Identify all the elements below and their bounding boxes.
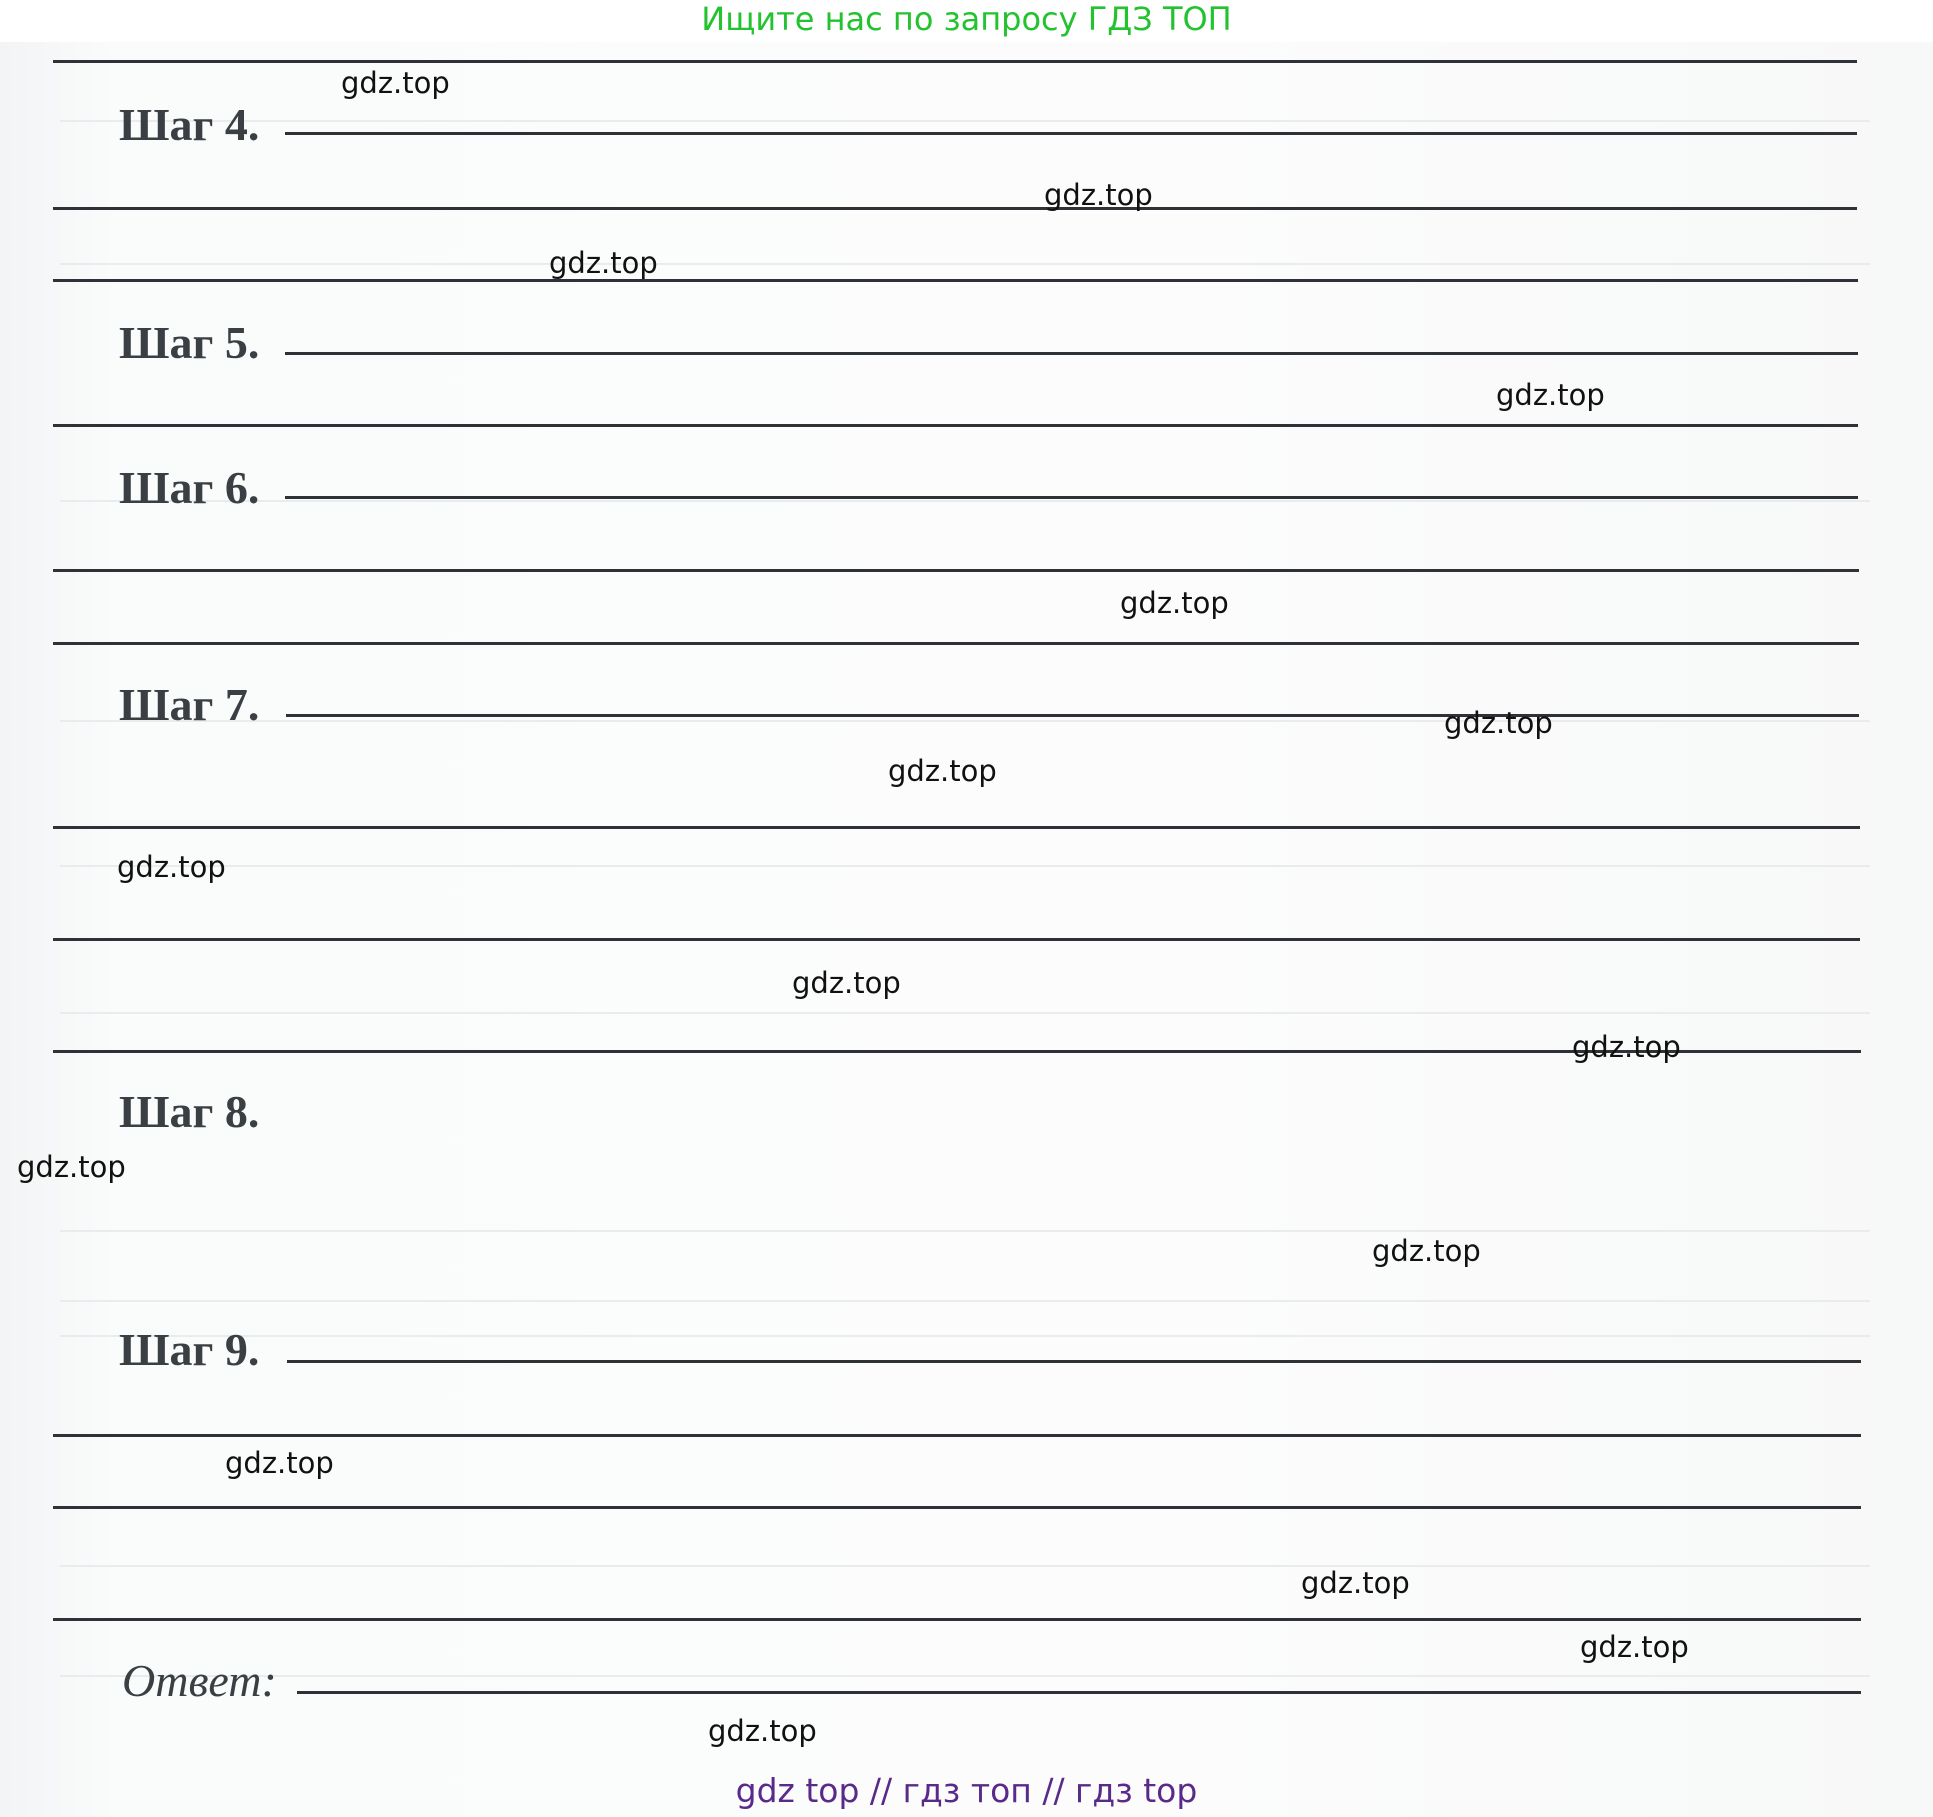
- writing-line: [53, 207, 1857, 210]
- ghost-line: [60, 1012, 1870, 1014]
- writing-line: [53, 424, 1858, 427]
- ghost-line: [60, 1335, 1870, 1337]
- watermark: gdz.top: [1444, 706, 1553, 740]
- writing-line: [285, 496, 1858, 499]
- ghost-line: [60, 865, 1870, 867]
- writing-line: [53, 826, 1860, 829]
- answer-label: Ответ:: [122, 1655, 277, 1706]
- ghost-line: [60, 1300, 1870, 1302]
- watermark: gdz.top: [1301, 1566, 1410, 1600]
- watermark: gdz.top: [117, 850, 226, 884]
- step-5-label: Шаг 5.: [119, 317, 260, 368]
- writing-line: [53, 1434, 1861, 1437]
- workbook-page: [0, 42, 1933, 1817]
- watermark: gdz.top: [1572, 1030, 1681, 1064]
- watermark: gdz.top: [1372, 1234, 1481, 1268]
- writing-line: [285, 132, 1857, 135]
- watermark: gdz.top: [792, 966, 901, 1000]
- ghost-line: [60, 720, 1870, 722]
- watermark: gdz.top: [1044, 178, 1153, 212]
- step-9-label: Шаг 9.: [119, 1324, 260, 1375]
- writing-line: [53, 1618, 1861, 1621]
- header-banner: Ищите нас по запросу ГДЗ ТОП: [701, 0, 1232, 38]
- writing-line: [53, 569, 1859, 572]
- ghost-line: [60, 1565, 1870, 1567]
- watermark: gdz.top: [1496, 378, 1605, 412]
- step-4-label: Шаг 4.: [119, 99, 260, 150]
- watermark: gdz.top: [1580, 1630, 1689, 1664]
- writing-line: [287, 1360, 1861, 1363]
- ghost-line: [60, 1230, 1870, 1232]
- writing-line: [285, 352, 1858, 355]
- ghost-line: [60, 500, 1870, 502]
- watermark: gdz.top: [888, 754, 997, 788]
- ghost-line: [60, 1675, 1870, 1677]
- writing-line: [53, 938, 1860, 941]
- writing-line: [53, 279, 1858, 282]
- step-6-label: Шаг 6.: [119, 462, 260, 513]
- watermark: gdz.top: [549, 246, 658, 280]
- step-7-label: Шаг 7.: [119, 679, 260, 730]
- writing-line: [53, 60, 1857, 63]
- watermark: gdz.top: [341, 66, 450, 100]
- writing-line: [286, 714, 1859, 717]
- writing-line: [53, 642, 1859, 645]
- watermark: gdz.top: [225, 1446, 334, 1480]
- writing-line: [53, 1506, 1861, 1509]
- ghost-line: [60, 263, 1870, 265]
- footer-banner: gdz top // гдз топ // гдз top: [735, 1771, 1198, 1810]
- watermark: gdz.top: [708, 1714, 817, 1748]
- answer-line: [297, 1691, 1861, 1694]
- watermark: gdz.top: [17, 1150, 126, 1184]
- watermark: gdz.top: [1120, 586, 1229, 620]
- ghost-line: [60, 120, 1870, 122]
- step-8-label: Шаг 8.: [119, 1086, 260, 1137]
